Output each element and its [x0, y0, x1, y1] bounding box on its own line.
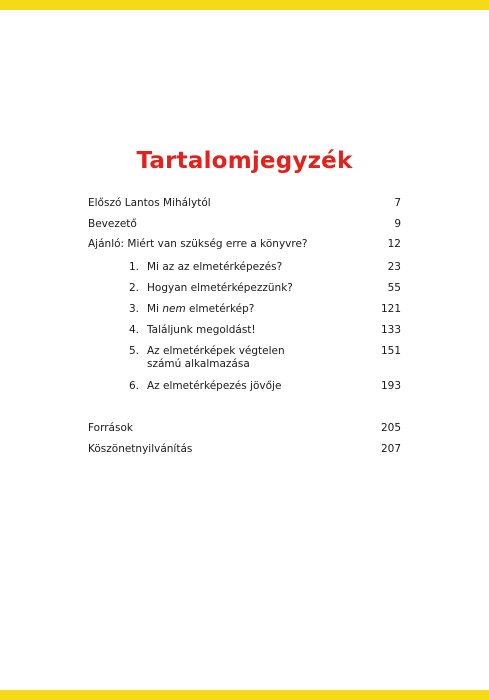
toc-entry-foreword[interactable]: [88, 197, 401, 211]
toc-entry-page: 133: [380, 324, 401, 336]
chapter-title: Az elmetérképek végtelen számú alkalmazása: [147, 345, 285, 370]
chapter-title: [147, 303, 254, 316]
page-title: Tartalomjegyzék: [136, 148, 353, 174]
toc-entry-label: Előszó Lantos Mihálytól: [88, 197, 211, 209]
toc-entry-page: 7: [394, 197, 401, 209]
toc-entry-page: 207: [380, 443, 401, 455]
toc-entry-page: 151: [380, 345, 401, 357]
chapter-title-part: elmetérkép?: [185, 303, 255, 315]
toc-entry-page: 55: [387, 282, 401, 294]
toc-entry-recommendation[interactable]: [88, 238, 401, 252]
bottom-accent-band: [0, 690, 489, 700]
toc-chapter-1[interactable]: [120, 261, 401, 275]
toc-entry-page: 193: [380, 380, 401, 392]
toc-entry-acknowledgements[interactable]: [88, 443, 401, 457]
toc-entry-label: Köszönetnyilvánítás: [88, 443, 193, 455]
chapter-number: 2.: [128, 282, 139, 294]
chapter-title: Hogyan elmetérképezzünk?: [147, 282, 293, 294]
toc-entry-label: Bevezető: [88, 218, 137, 230]
chapter-title: Találjunk megoldást!: [147, 324, 256, 336]
toc-chapter-6[interactable]: [120, 380, 401, 394]
chapter-number: 4.: [128, 324, 139, 336]
toc-entry-page: 205: [380, 422, 401, 434]
toc-entry-label: Ajánló: Miért van szükség erre a könyvre?: [88, 238, 308, 250]
toc-entry-page: 9: [394, 218, 401, 230]
toc-entry-sources[interactable]: [88, 422, 401, 436]
toc-entry-page: 121: [380, 303, 401, 315]
toc-entry-page: 12: [387, 238, 401, 250]
chapter-number: 5.: [128, 345, 139, 357]
chapter-number: 3.: [128, 303, 139, 315]
toc-chapter-3[interactable]: [120, 303, 401, 317]
chapter-number: 6.: [128, 380, 139, 392]
toc-chapter-5[interactable]: [120, 345, 401, 373]
chapter-title-part: Mi: [147, 303, 163, 315]
toc-entry-introduction[interactable]: [88, 218, 401, 232]
toc-entry-label: Források: [88, 422, 133, 434]
chapter-number: 1.: [128, 261, 139, 273]
toc-chapter-2[interactable]: [120, 282, 401, 296]
toc-chapter-4[interactable]: [120, 324, 401, 338]
chapter-title: Mi az az elmetérképezés?: [147, 261, 283, 273]
chapter-title-emphasis: nem: [162, 303, 186, 315]
toc-entry-page: 23: [387, 261, 401, 273]
chapter-title: Az elmetérképezés jövője: [147, 380, 282, 392]
